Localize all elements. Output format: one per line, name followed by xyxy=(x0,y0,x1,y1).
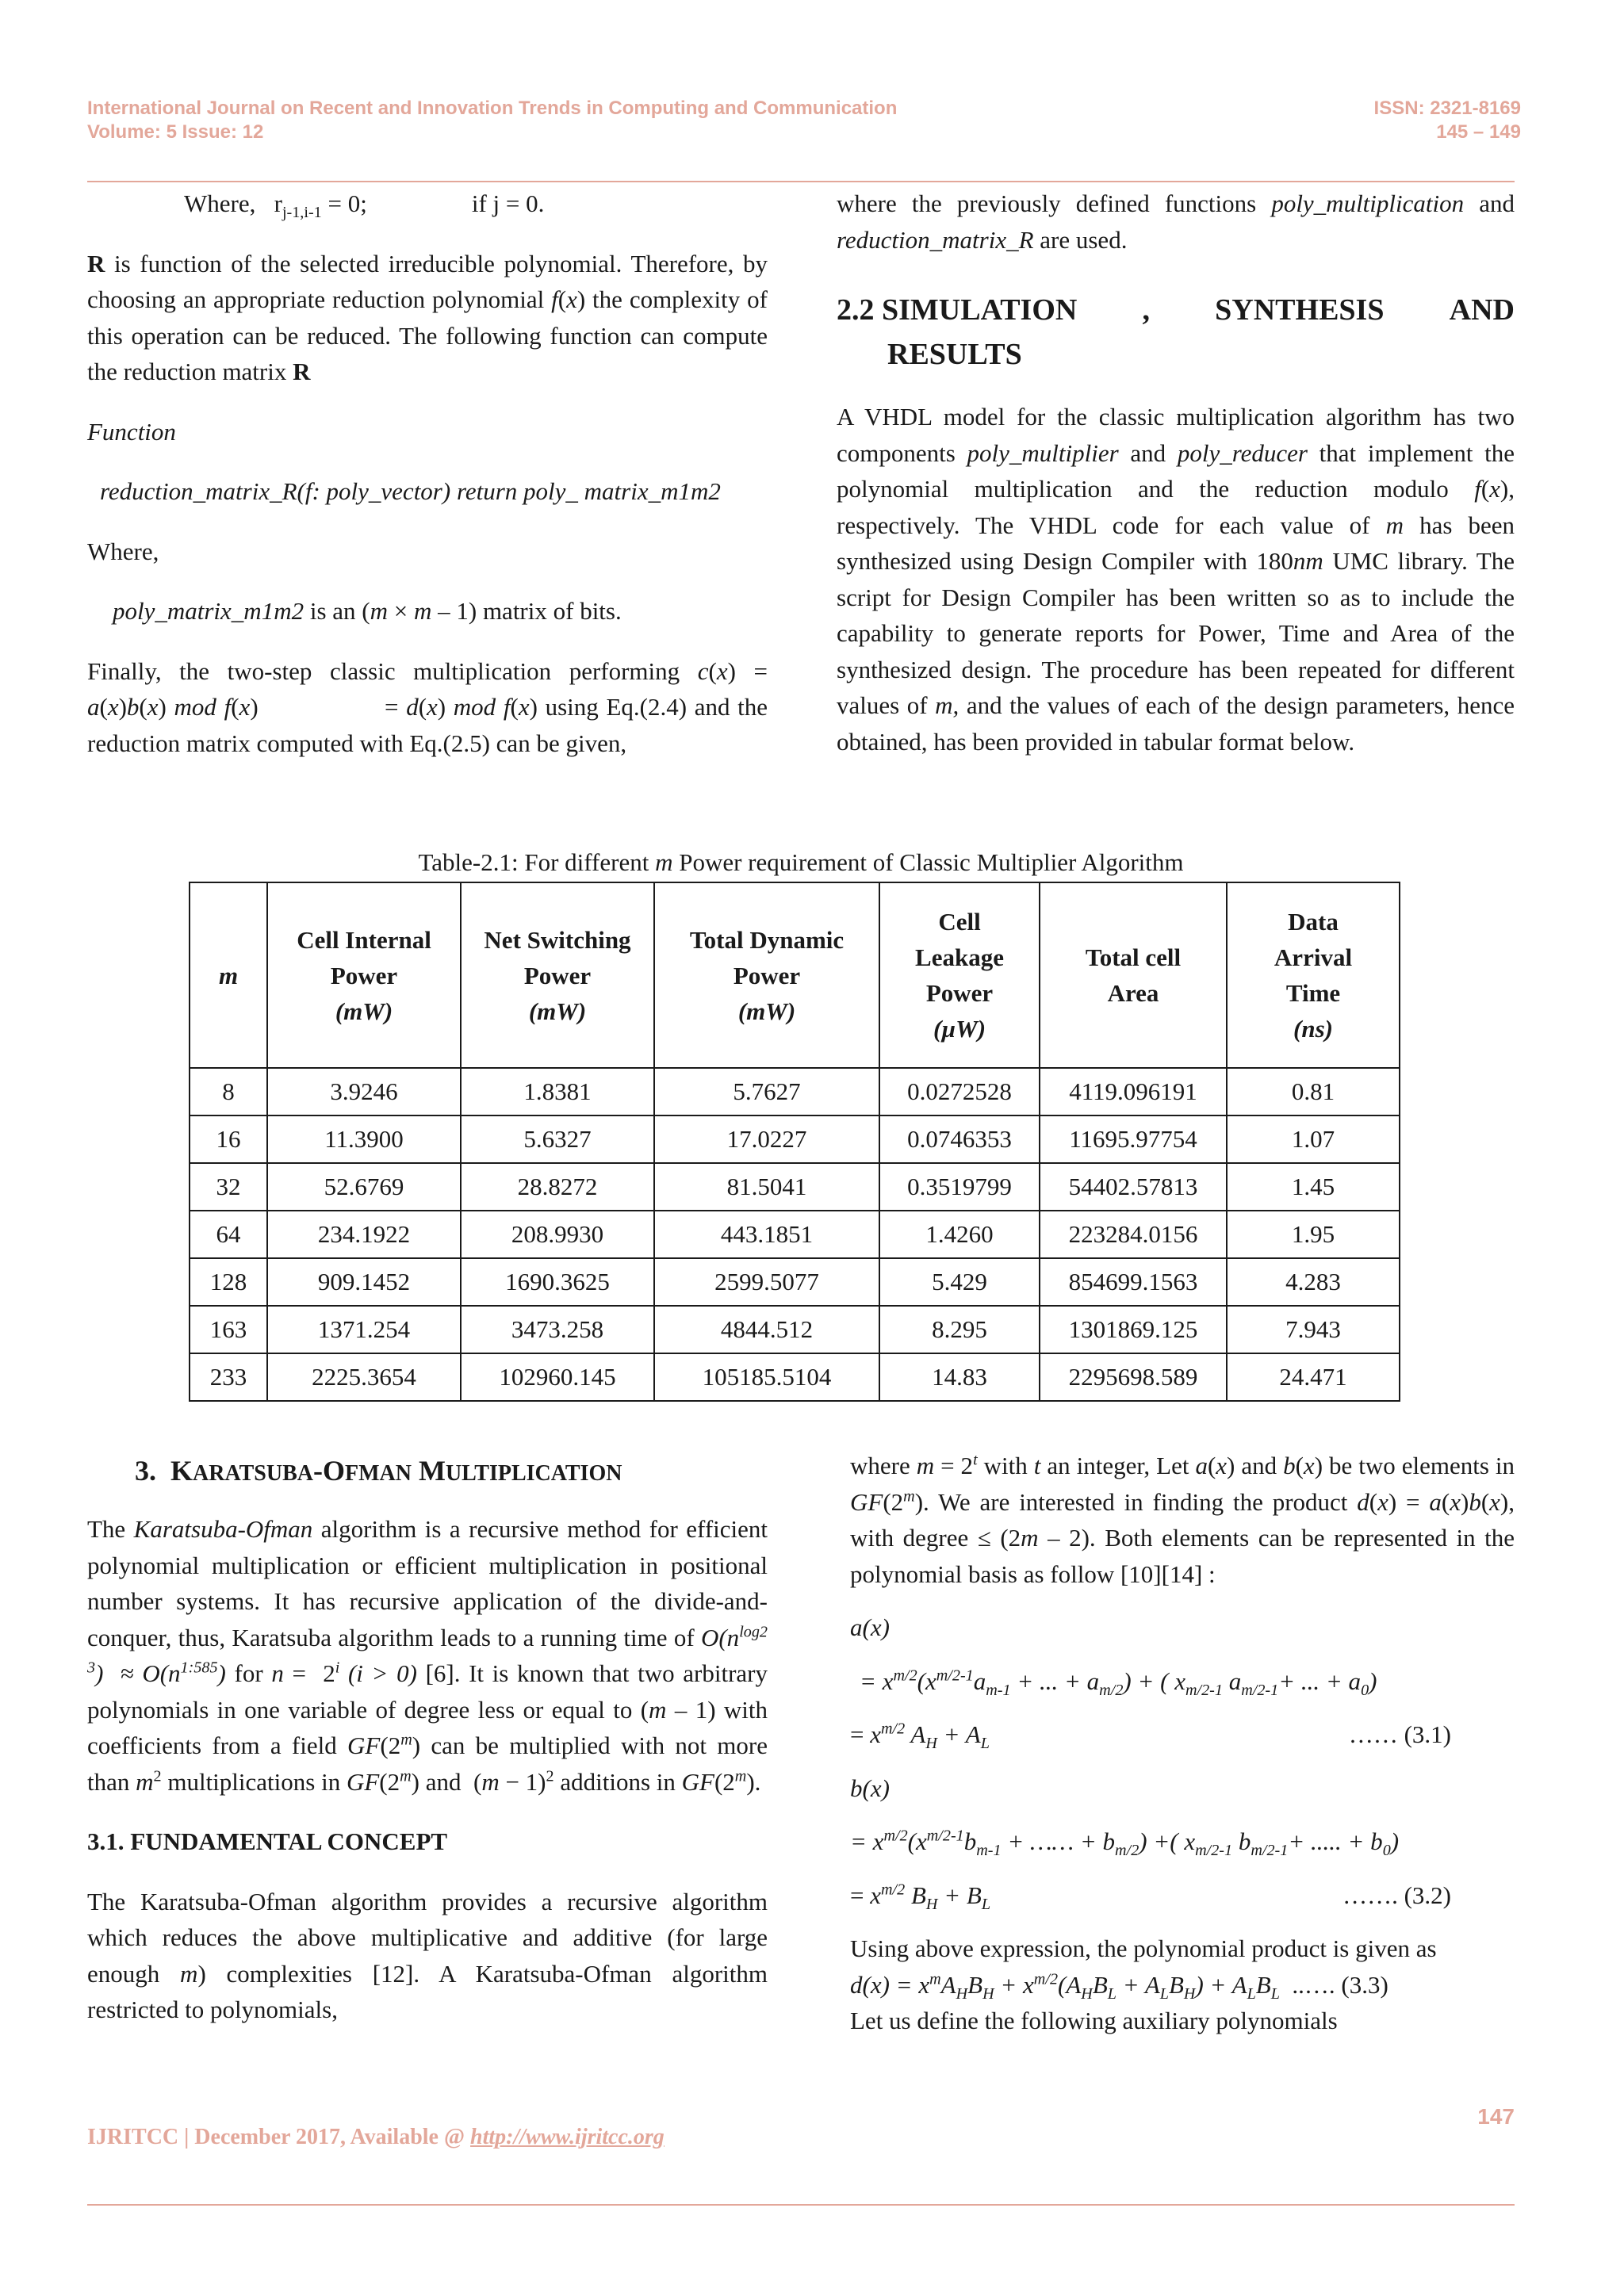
table-row: 128 909.1452 1690.3625 2599.5077 5.429 854699.1563 4.283 xyxy=(190,1258,1400,1306)
col-header-cell-internal-power: Cell Internal Power (mW) xyxy=(267,882,461,1068)
col-header-net-switching-power: Net Switching Power (mW) xyxy=(461,882,654,1068)
volume-issue: Volume: 5 Issue: 12 xyxy=(87,121,264,143)
where-m-paragraph: where $m = 2^t$ with t an integer, Let a(x) and b(x) be two elements in GF(2$^m$). We are interested in finding the product d(x) = a(x)b(x), with degree ≤ (2m – 2). Both elements can be represented in the polynomial basis as follow [10][14] : xyxy=(850,1451,1515,1588)
using-paragraph: Using above expression, the polynomial product is given as xyxy=(850,1934,1437,1962)
left-column-top xyxy=(87,186,768,761)
table-row: 16 11.3900 5.6327 17.0227 0.0746353 11695.97754 1.07 xyxy=(190,1115,1400,1163)
table-header-row xyxy=(190,882,1400,1068)
left-column-bottom xyxy=(87,1451,768,2028)
function-signature: reduction_matrix_R(f: poly_vector) return poly_ matrix_m1m2 xyxy=(100,477,721,505)
define-paragraph: Let us define the following auxiliary polynomials xyxy=(850,2007,1338,2034)
power-table xyxy=(189,882,1400,1402)
equation-bx-expansion: = $x^{m/2}(x^{m/2-1}b_{m-1}$ + …… + $b_{m/2}$) +( $x_{m/2-1}$ $b_{m/2-1}+$ ..... + $b_0$) xyxy=(850,1827,1400,1860)
vhdl-paragraph: A VHDL model for the classic multiplication algorithm has two components poly_multiplier and poly_reducer that implement the polynomial multiplication and the reduction modulo f(x), respectively. The VHDL code for each value of m has been synthesized using Design Compiler with 180nm UMC library. The script for Design Compiler has been written so as to include the capability to generate reports for Power, Time and Area of the synthesized design. The procedure has been repeated for different values of m, and the values of each of the design parameters, hence obtained, has been provided in tabular format below. xyxy=(837,403,1515,756)
issn: ISSN: 2321-8169 xyxy=(1373,98,1521,119)
bx-label: b(x) xyxy=(850,1774,890,1802)
footer xyxy=(87,2125,665,2150)
where-paragraph: where the previously defined functions poly_multiplication and reduction_matrix_R are used. xyxy=(837,189,1515,254)
col-header-total-cell-area: Total cell Area xyxy=(1040,882,1227,1068)
equation-3-2: = $x^{m/2}$ $B_H + B_L$ ……. (3.2) xyxy=(850,1881,1451,1913)
ax-label: a(x) xyxy=(850,1613,890,1641)
journal-name: International Journal on Recent and Innovation Trends in Computing and Communication xyxy=(87,98,898,119)
section-2-2-heading: 2.2 SIMULATION , SYNTHESIS AND RESULTS xyxy=(837,293,1515,371)
finally-paragraph: Finally, the two-step classic multiplication performing c(x) = a(x)b(x) mod f(x) = d(x) mod f(x) using Eq.(2.4) and the reduction matrix computed with Eq.(2.5) can be given, xyxy=(87,656,768,757)
subsection-3-1-heading: 3.1. FUNDAMENTAL CONCEPT xyxy=(87,1827,448,1855)
where-definition: poly_matrix_m1m2 is an (m × m – 1) matrix of bits. xyxy=(113,597,622,625)
equation-3-3: $d(x) = x^mA_HB_H + x^{m/2}(A_HB_L + A_LB_H) + A_LB_L$ ..…. (3.3) xyxy=(850,1970,1388,2003)
where-line: Where, $r_{j-1,i-1} = 0$; if j = 0. xyxy=(184,189,545,222)
col-header-data-arrival-time: Data Arrival Time (ns) xyxy=(1227,882,1400,1068)
journal-url-link[interactable]: http://www.ijritcc.org xyxy=(470,2125,665,2149)
right-column-bottom xyxy=(850,1448,1515,2039)
table-row: 32 52.6769 28.8272 81.5041 0.3519799 54402.57813 1.45 xyxy=(190,1163,1400,1211)
table-row: 233 2225.3654 102960.145 105185.5104 14.83 2295698.589 24.471 xyxy=(190,1353,1400,1401)
header-rule xyxy=(87,181,1515,182)
page-range: 145 – 149 xyxy=(1436,121,1521,143)
fundamental-paragraph: The Karatsuba-Ofman algorithm provides a recursive algorithm which reduces the above multiplicative and additive (for large enough m) complexities [12]. A Karatsuba-Ofman algorithm restricted to polynomials, xyxy=(87,1887,768,2023)
running-header xyxy=(87,97,897,144)
table-row: 8 3.9246 1.8381 5.7627 0.0272528 4119.096191 0.81 xyxy=(190,1068,1400,1115)
r-paragraph: R is function of the selected irreducible polynomial. Therefore, by choosing an appropriate reduction polynomial f(x) the complexity of this operation can be reduced. The following function can compute the reduction matrix R xyxy=(87,249,768,385)
footer-text: IJRITCC | December 2017, Available @ xyxy=(87,2125,465,2149)
footer-rule xyxy=(87,2204,1515,2206)
section-3-heading: 3. KARATSUBA-OFMAN MULTIPLICATION xyxy=(135,1455,622,1487)
table-row: 163 1371.254 3473.258 4844.512 8.295 1301869.125 7.943 xyxy=(190,1306,1400,1353)
karatsuba-intro-paragraph: The Karatsuba-Ofman algorithm is a recursive method for efficient polynomial multiplication or efficient multiplication in positional number systems. It has recursive application of the divide-and-conquer, thus, Karatsuba algorithm leads to a running time of $O(n^{log2 3}) \approx O(n^{1:585})$ for n = 2$^i$ (i > 0) [6]. It is known that two arbitrary polynomials in one variable of degree less or equal to (m – 1) with coefficients from a field GF(2$^m$) can be multiplied with not more than $m^2$ multiplications in GF(2$^m$) and $(m - 1)^2$ additions in GF(2$^m$). xyxy=(87,1515,768,1796)
col-header-total-dynamic-power: Total Dynamic Power (mW) xyxy=(654,882,879,1068)
col-header-cell-leakage-power: Cell Leakage Power (µW) xyxy=(879,882,1040,1068)
running-header-right xyxy=(1374,97,1521,144)
table-row: 64 234.1922 208.9930 443.1851 1.4260 223284.0156 1.95 xyxy=(190,1211,1400,1258)
table-caption: Table-2.1: For different m Power requirement of Classic Multiplier Algorithm xyxy=(418,848,1184,876)
page-number: 147 xyxy=(1477,2104,1515,2129)
equation-3-1: = $x^{m/2}$ $A_H + A_L$ …… (3.1) xyxy=(850,1720,1451,1753)
col-header-m: m xyxy=(190,882,267,1068)
right-column-top xyxy=(837,186,1515,760)
equation-ax-expansion: = $x^{m/2}(x^{m/2-1}a_{m-1}$ + ... + $a_{m/2}$) + ( $x_{m/2-1}$ $a_{m/2-1}+$ ... + $a_0$) xyxy=(860,1667,1377,1699)
function-label: Function xyxy=(87,417,176,446)
where-label: Where, xyxy=(87,537,159,565)
